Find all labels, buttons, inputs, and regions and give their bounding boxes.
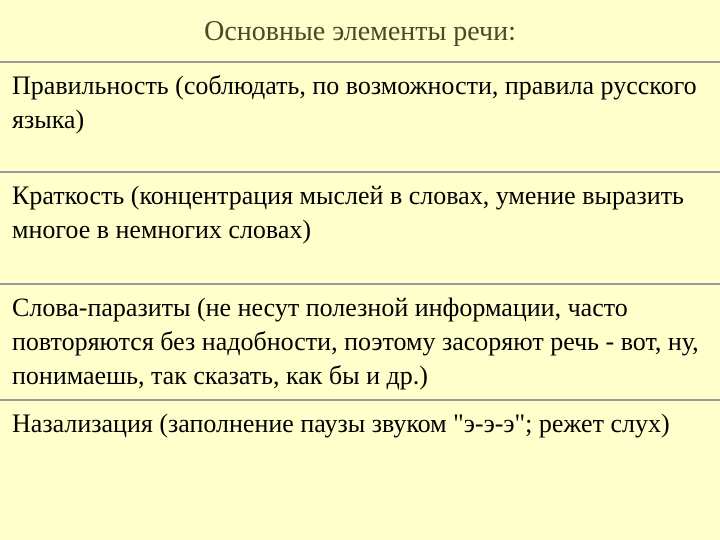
row-text-nasalization: Назализация (заполнение паузы звуком "э-э-э"; режет слух) (12, 409, 670, 438)
row-text-filler-words: Слова-паразиты (не несут полезной информации, часто повторяются без надобности, поэтому засоряют речь - вот, ну, понимаешь, так сказать, как бы и др.) (12, 293, 699, 390)
table-row (0, 283, 720, 399)
table-row (0, 61, 720, 171)
speech-elements-table (0, 61, 720, 519)
row-text-brevity: Краткость (концентрация мыслей в словах, умение выразить многое в немногих словах) (12, 181, 684, 244)
table-row (0, 399, 720, 519)
slide-title: Основные элементы речи: (204, 16, 516, 47)
table-row (0, 171, 720, 283)
row-text-correctness: Правильность (соблюдать, по возможности, правила русского языка) (12, 71, 697, 134)
